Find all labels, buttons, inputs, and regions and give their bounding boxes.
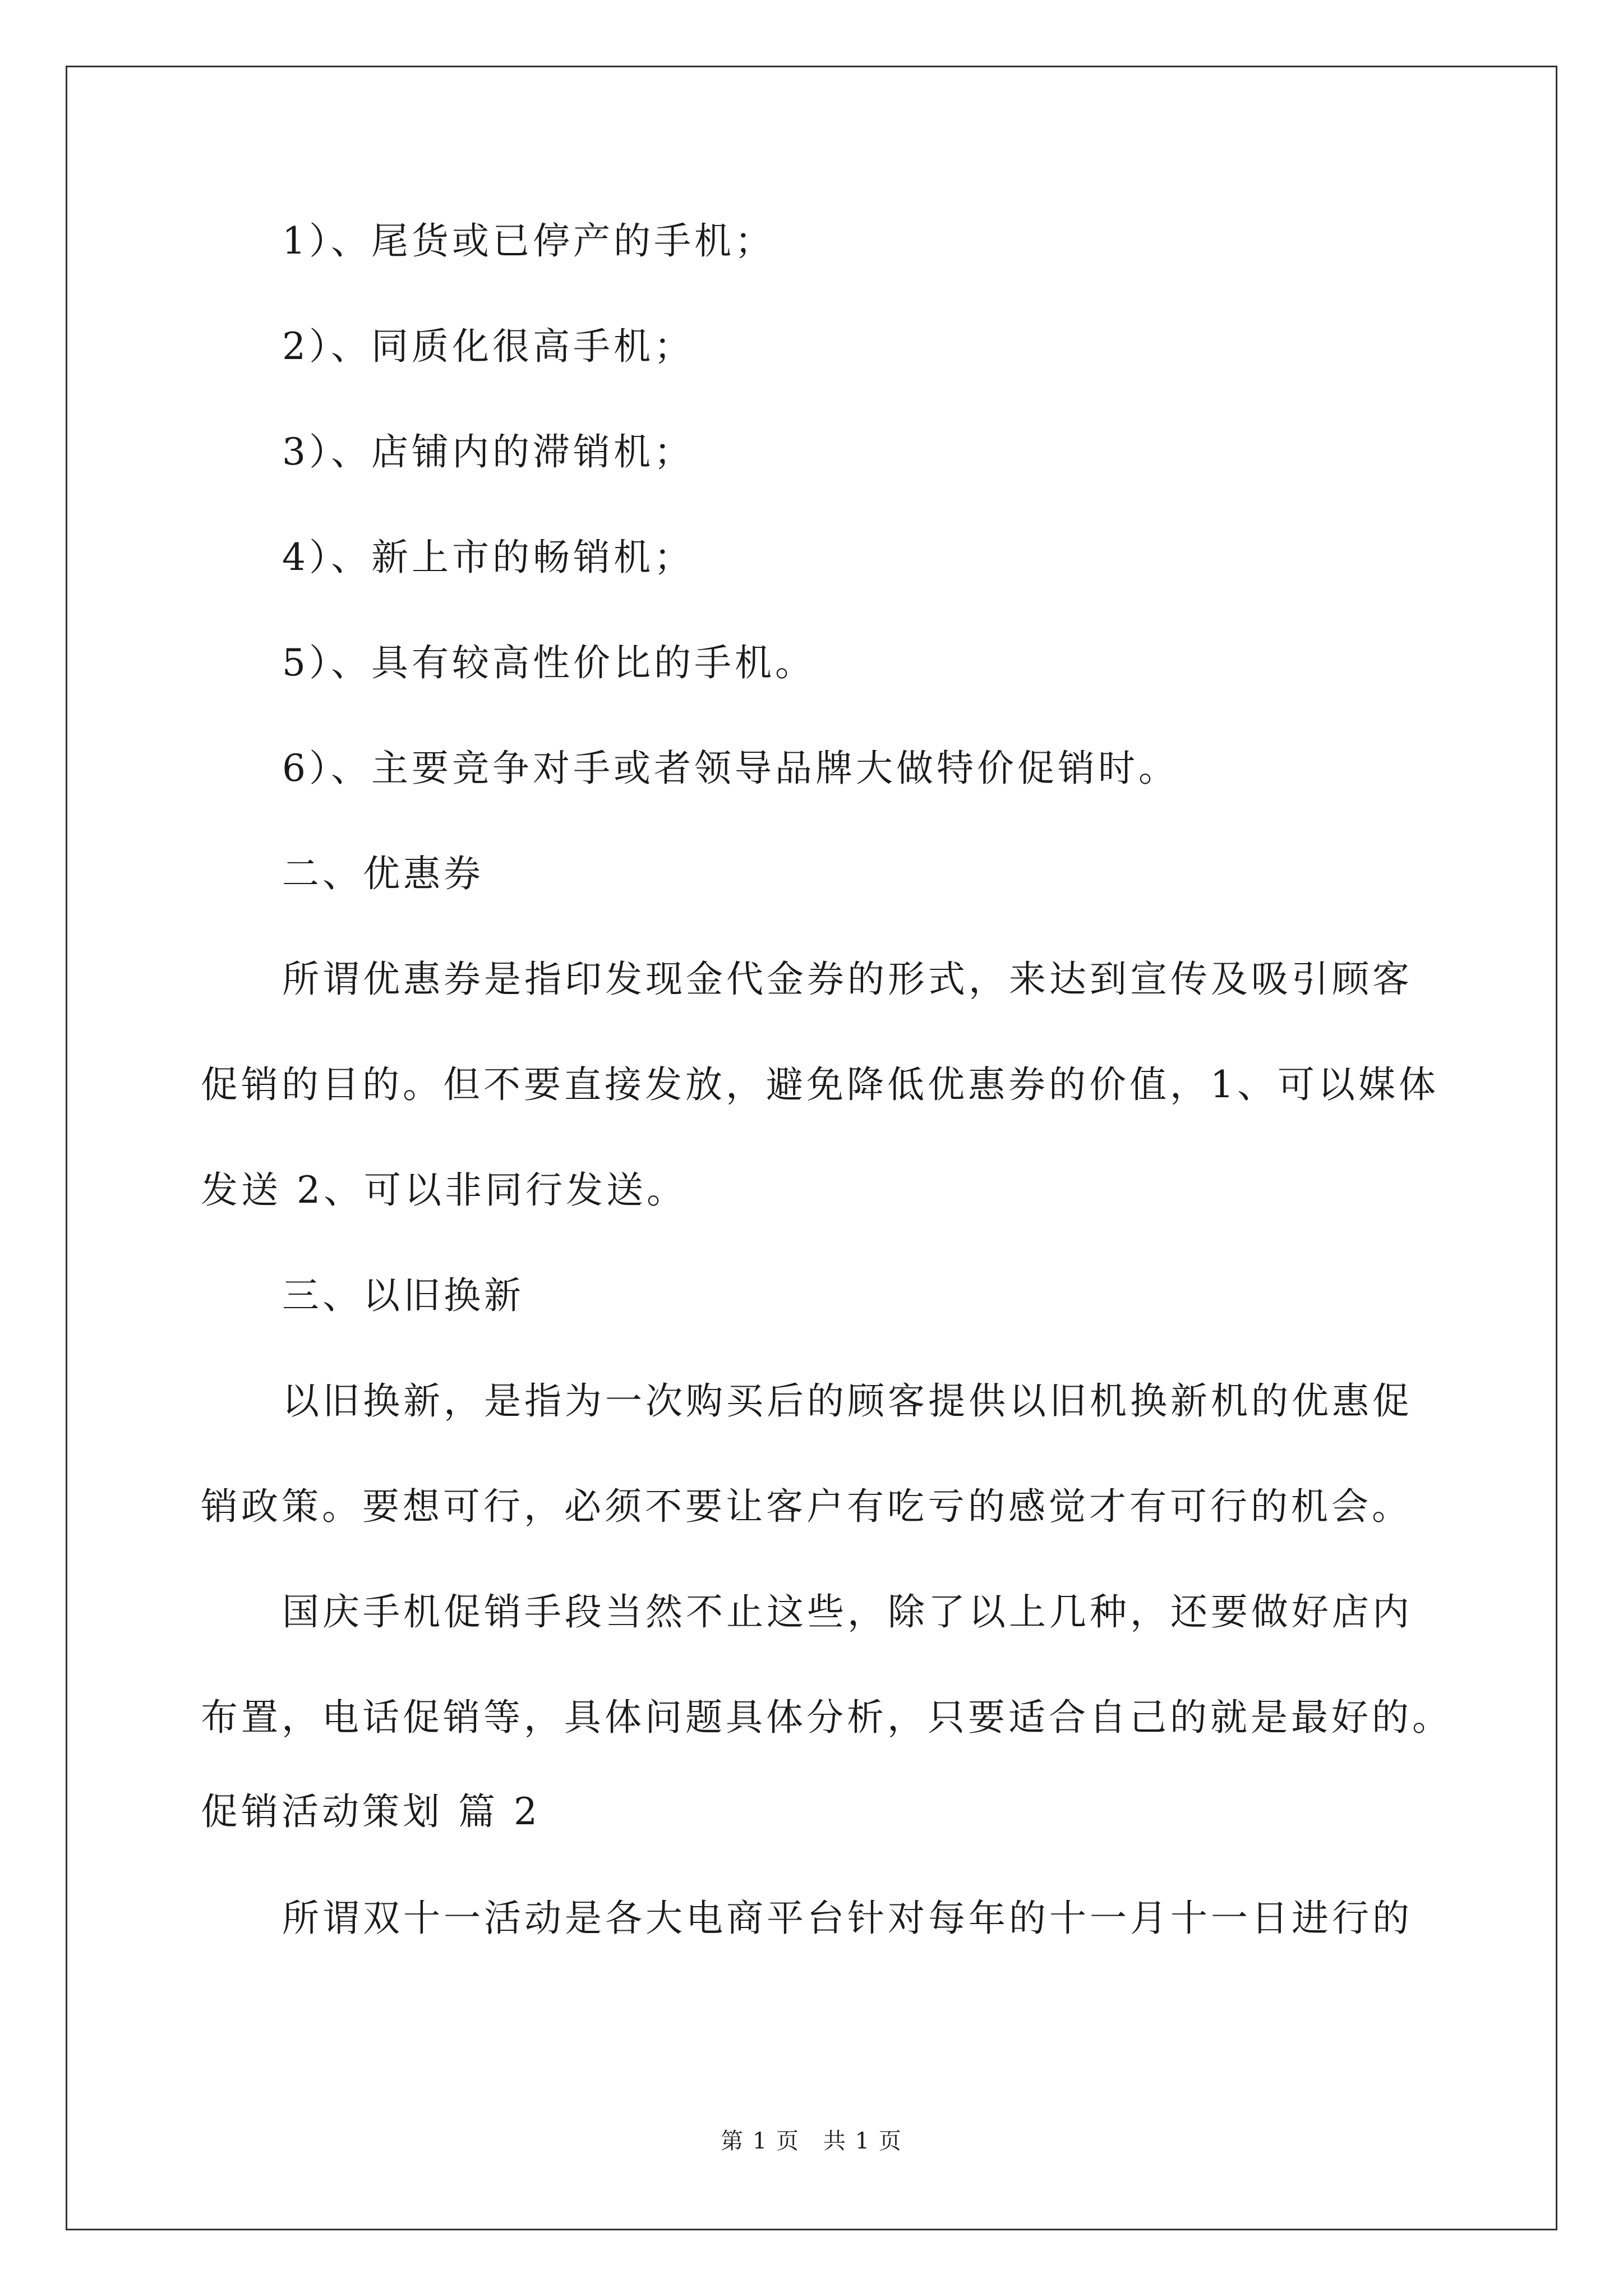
page-footer: 第 1 页 共 1 页 bbox=[721, 2128, 902, 2154]
paragraph-line: 布置，电话促销等，具体问题具体分析，只要适合自己的就是最好的。 bbox=[201, 1696, 1453, 1739]
paragraph-line: 所谓双十一活动是各大电商平台针对每年的十一月十一日进行的 bbox=[282, 1897, 1413, 1940]
list-item: 3）、店铺内的滞销机； bbox=[282, 430, 694, 473]
paragraph-line: 促销的目的。但不要直接发放，避免降低优惠券的价值，1、可以媒体 bbox=[201, 1063, 1439, 1106]
paragraph-line: 所谓优惠券是指印发现金代金券的形式，来达到宣传及吸引顾客 bbox=[282, 958, 1413, 1001]
section-heading: 三、以旧换新 bbox=[282, 1274, 524, 1317]
paragraph-line: 发送 2、可以非同行发送。 bbox=[201, 1168, 687, 1212]
section-title: 促销活动策划 篇 2 bbox=[201, 1790, 541, 1833]
list-item: 1）、尾货或已停产的手机； bbox=[282, 219, 775, 263]
section-heading: 二、优惠券 bbox=[282, 852, 484, 895]
paragraph-line: 销政策。要想可行，必须不要让客户有吃亏的感觉才有可行的机会。 bbox=[201, 1485, 1412, 1528]
list-item: 2）、同质化很高手机； bbox=[282, 325, 694, 368]
list-item: 5）、具有较高性价比的手机。 bbox=[282, 641, 815, 684]
list-item: 4）、新上市的畅销机； bbox=[282, 536, 694, 579]
paragraph-line: 以旧换新，是指为一次购买后的顾客提供以旧机换新机的优惠促 bbox=[282, 1379, 1413, 1423]
paragraph-line: 国庆手机促销手段当然不止这些，除了以上几种，还要做好店内 bbox=[282, 1590, 1413, 1634]
list-item: 6）、主要竞争对手或者领导品牌大做特价促销时。 bbox=[282, 747, 1179, 790]
